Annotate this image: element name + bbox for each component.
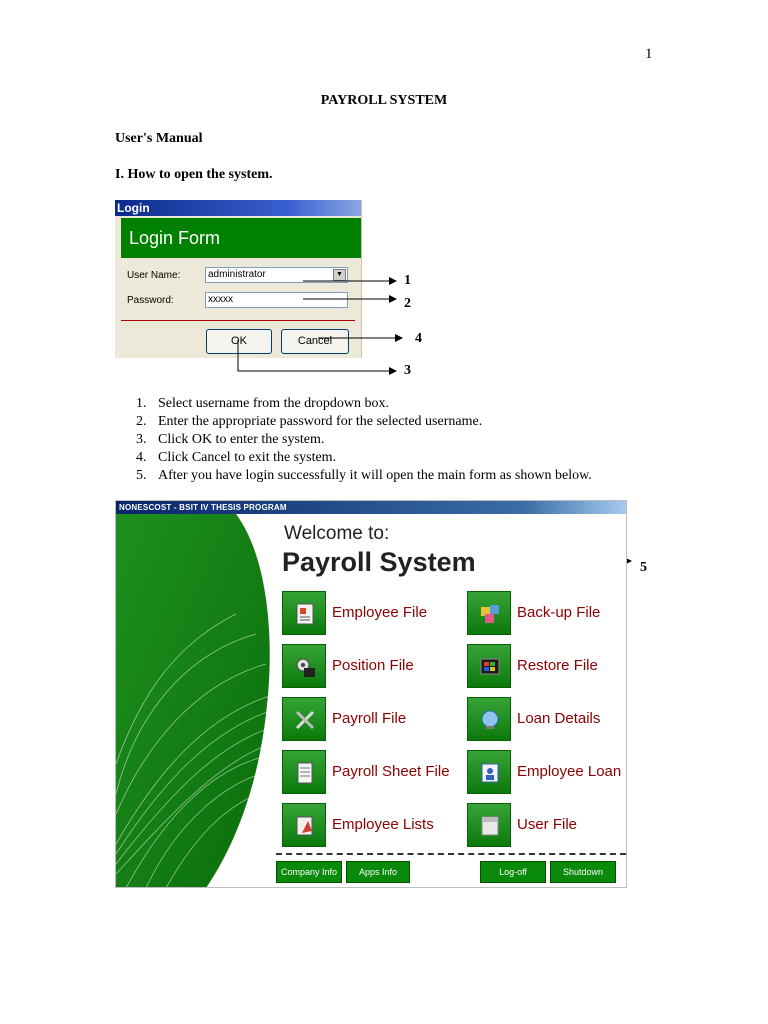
restore-file-button[interactable]: [467, 644, 627, 688]
company-info-button[interactable]: Company Info: [276, 861, 342, 883]
step-item: 4. Click Cancel to exit the system.: [136, 450, 337, 465]
restore-file-label: Restore File: [517, 657, 598, 674]
callout-3: 3: [404, 363, 411, 378]
employee-lists-label: Employee Lists: [332, 816, 434, 833]
backup-file-button[interactable]: [467, 591, 627, 635]
employee-lists-icon: [282, 803, 326, 847]
footer-divider: [276, 853, 626, 855]
loan-details-label: Loan Details: [517, 710, 601, 727]
restore-icon: [467, 644, 511, 688]
section-heading: I. How to open the system.: [115, 167, 273, 182]
step-item: 5. After you have login successfully it will open the main form as shown below.: [136, 468, 592, 483]
welcome-text: Welcome to:: [284, 523, 390, 544]
login-titlebar: Login: [115, 200, 361, 216]
payroll-file-label: Payroll File: [332, 710, 407, 727]
password-label: Password:: [127, 295, 174, 306]
username-label: User Name:: [127, 270, 181, 281]
password-value: xxxxx: [208, 294, 233, 305]
step-item: 3. Click OK to enter the system.: [136, 432, 325, 447]
main-form-titlebar: NONESCOST - BSIT IV THESIS PROGRAM: [116, 501, 626, 514]
payroll-sheet-icon: [282, 750, 326, 794]
document-title: PAYROLL SYSTEM: [320, 93, 448, 108]
backup-icon: [467, 591, 511, 635]
chevron-down-icon[interactable]: ▼: [333, 269, 346, 281]
username-value: administrator: [208, 269, 266, 280]
callout-4: 4: [415, 331, 422, 346]
payroll-file-icon: [282, 697, 326, 741]
green-swirl-artwork: [116, 514, 276, 888]
step-item: 2. Enter the appropriate password for the selected username.: [136, 414, 483, 429]
employee-loan-icon: [467, 750, 511, 794]
apps-info-button[interactable]: Apps Info: [346, 861, 410, 883]
payroll-sheet-file-button[interactable]: [282, 750, 450, 794]
loan-details-icon: [467, 697, 511, 741]
logoff-button[interactable]: Log-off: [480, 861, 546, 883]
callout-2: 2: [404, 296, 411, 311]
position-file-button[interactable]: [282, 644, 442, 688]
callout-1: 1: [404, 273, 411, 288]
app-title: Payroll System: [282, 547, 476, 577]
backup-file-label: Back-up File: [517, 604, 601, 621]
employee-loan-label: Employee Loan: [517, 763, 622, 780]
callout-5: 5: [640, 560, 647, 575]
user-file-icon: [467, 803, 511, 847]
payroll-file-button[interactable]: [282, 697, 442, 741]
employee-loan-button[interactable]: [467, 750, 627, 794]
employee-file-icon: [282, 591, 326, 635]
position-file-icon: [282, 644, 326, 688]
payroll-sheet-file-label: Payroll Sheet File: [332, 763, 450, 780]
position-file-label: Position File: [332, 657, 414, 674]
shutdown-button[interactable]: Shutdown: [550, 861, 616, 883]
login-header: Login Form: [121, 218, 361, 258]
user-file-button[interactable]: [467, 803, 627, 847]
step-item: 1. Select username from the dropdown box.: [136, 396, 389, 411]
ok-button[interactable]: OK: [206, 329, 272, 354]
user-file-label: User File: [517, 816, 578, 833]
page-number: 1: [645, 46, 653, 62]
employee-lists-button[interactable]: [282, 803, 442, 847]
employee-file-button[interactable]: [282, 591, 442, 635]
steps-list: [115, 395, 592, 485]
cancel-button[interactable]: Cancel: [281, 329, 349, 354]
employee-file-label: Employee File: [332, 604, 428, 621]
loan-details-button[interactable]: [467, 697, 627, 741]
document-subtitle: User's Manual: [115, 131, 203, 146]
main-form-window: [115, 500, 627, 888]
